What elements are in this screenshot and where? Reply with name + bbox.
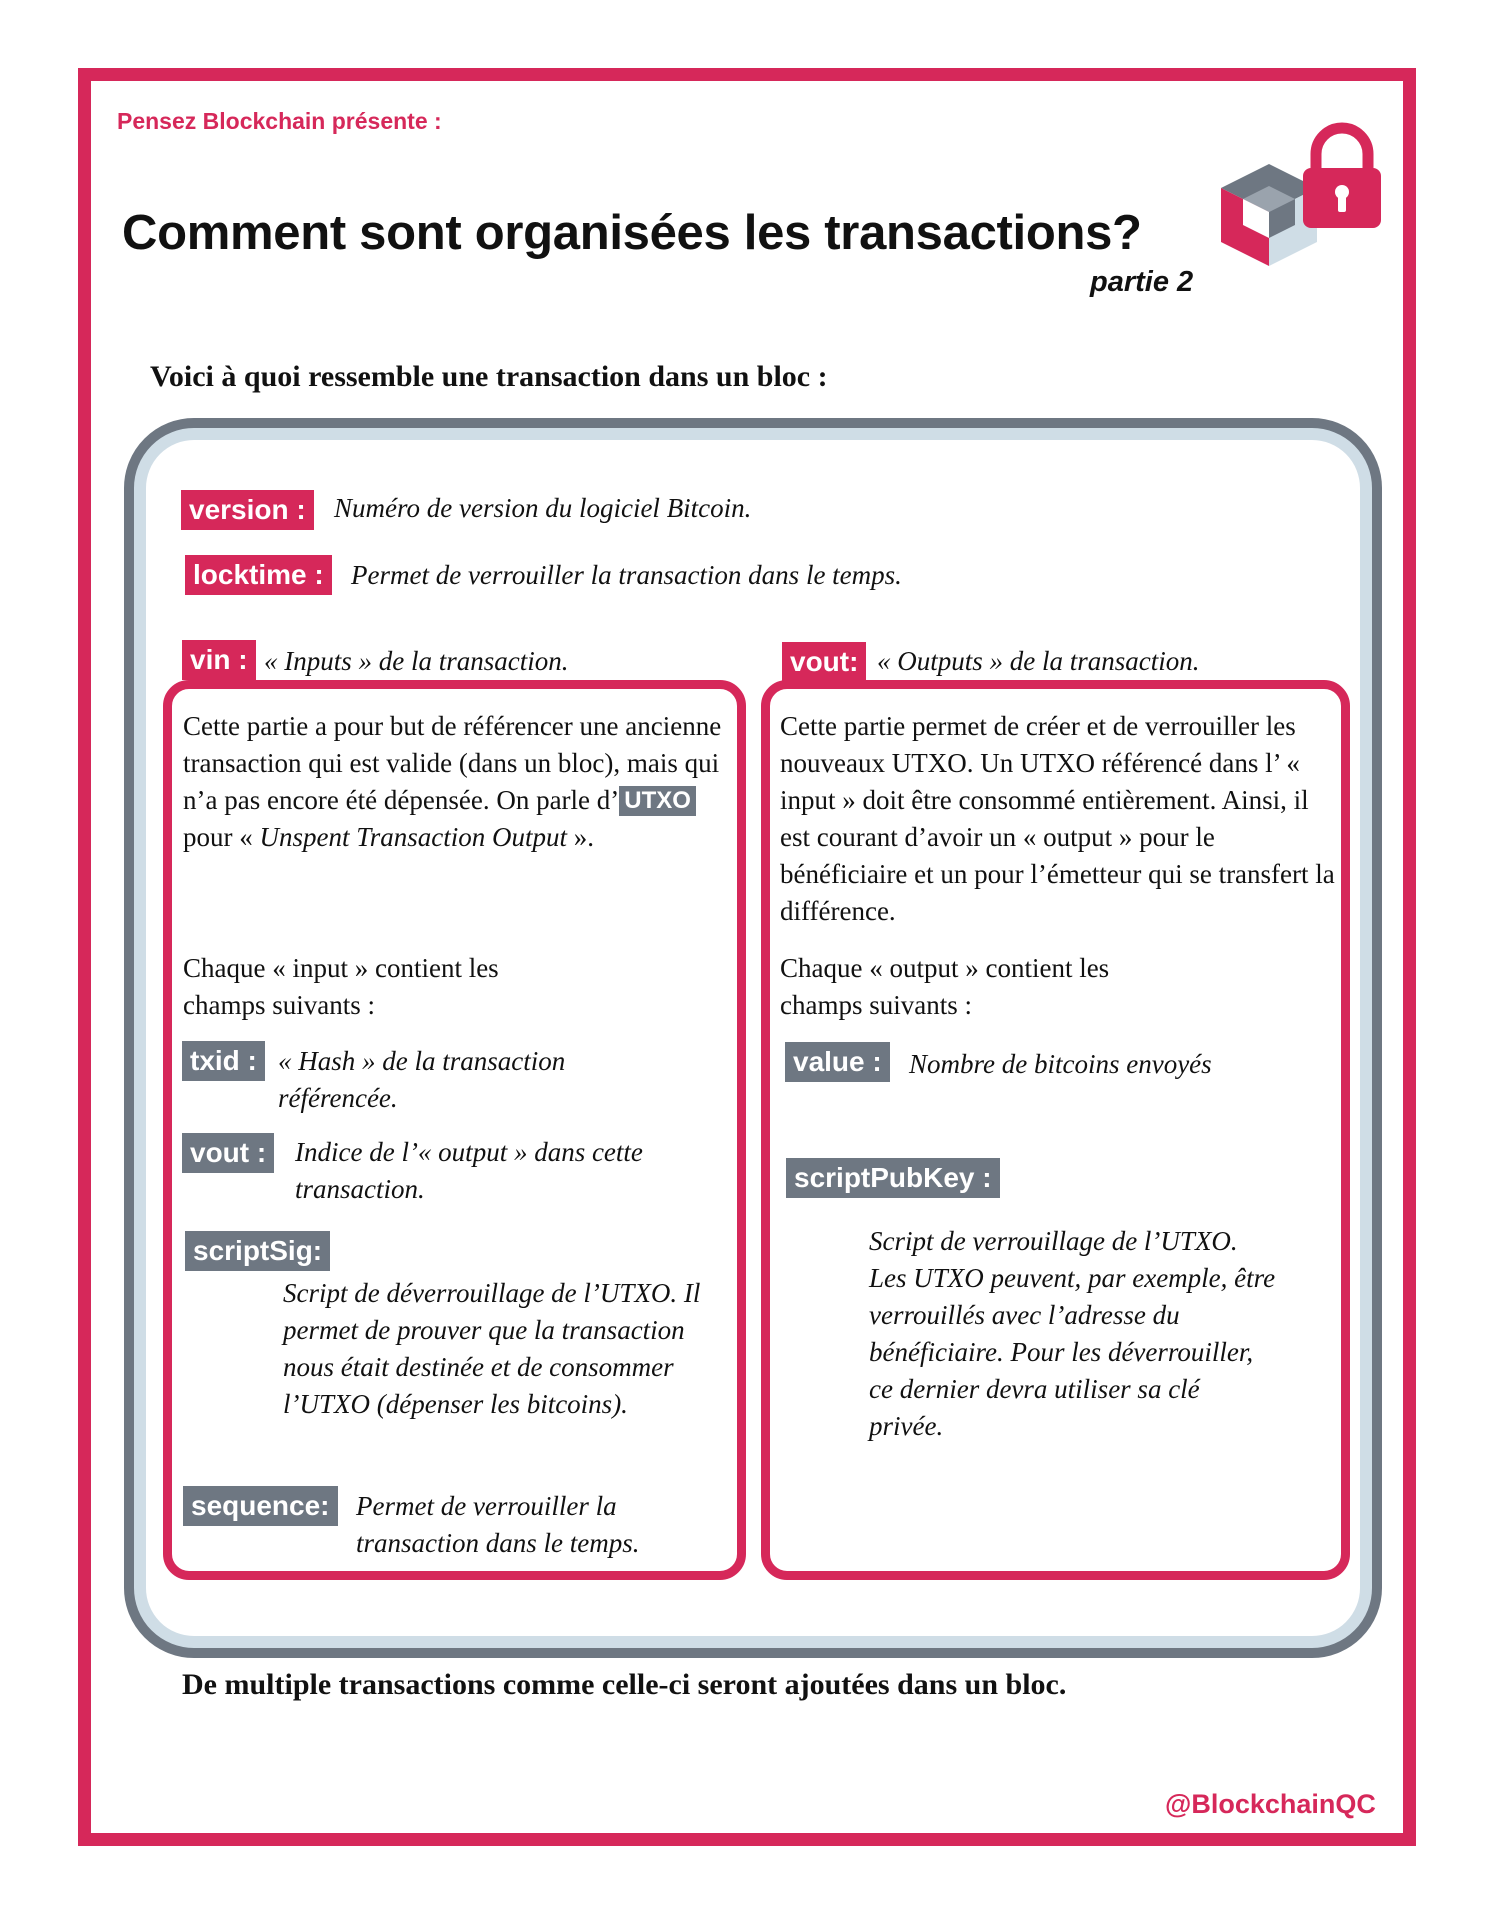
- sequence-desc: Permet de verrouiller la transaction dans le temps.: [356, 1491, 640, 1558]
- value-tag: value :: [785, 1042, 890, 1082]
- vout-desc: « Outputs » de la transaction.: [877, 646, 1200, 676]
- scriptsig-tag: scriptSig:: [185, 1231, 330, 1271]
- input-vout-tag: vout :: [182, 1133, 274, 1173]
- sequence-tag: sequence:: [183, 1486, 338, 1526]
- vin-intro-text: Cette partie a pour but de référencer une ancienne transaction qui est valide (dans un bloc), mais qui n’a pas encore été dépensée. On parle d’ UTXO pour « Unspent Transaction Output ».: [183, 711, 722, 852]
- scriptpubkey-desc: Script de verrouillage de l’UTXO. Les UTXO peuvent, par exemple, être verrouillés avec l’adresse du bénéficiaire. Pour les déverrouiller, ce dernier devra utiliser sa clé privée.: [869, 1226, 1276, 1441]
- blockchain-lock-logo-icon: [1213, 118, 1383, 286]
- page-title: Comment sont organisées les transactions?: [122, 206, 1142, 260]
- vout-tag: vout:: [782, 642, 866, 682]
- vin-desc: « Inputs » de la transaction.: [264, 646, 569, 676]
- vout-intro-text: Cette partie permet de créer et de verrouiller les nouveaux UTXO. Un UTXO référencé dans l’ « input » doit être consommé entièrement. Ainsi, il est courant d’avoir un « output » pour le bénéficiaire et un pour l’émetteur qui se transfert la différence.: [780, 711, 1335, 926]
- intro-text: Voici à quoi ressemble une transaction dans un bloc :: [150, 360, 828, 393]
- vout-fields-intro: Chaque « output » contient les champs suivants :: [780, 953, 1110, 1020]
- locktime-desc: Permet de verrouiller la transaction dans le temps.: [351, 560, 902, 590]
- version-desc: Numéro de version du logiciel Bitcoin.: [334, 493, 752, 523]
- locktime-tag: locktime :: [185, 555, 332, 595]
- presenter-label: Pensez Blockchain présente :: [117, 108, 442, 134]
- txid-desc: « Hash » de la transaction référencée.: [278, 1046, 566, 1113]
- social-handle: @BlockchainQC: [1165, 1789, 1376, 1819]
- vin-fields-intro: Chaque « input » contient les champs suivants :: [183, 953, 499, 1020]
- value-desc: Nombre de bitcoins envoyés: [909, 1049, 1212, 1079]
- scriptpubkey-tag: scriptPubKey :: [786, 1158, 1000, 1198]
- scriptsig-desc: Script de déverrouillage de l’UTXO. Il permet de prouver que la transaction nous était destinée et de consommer l’UTXO (dépenser les bitcoins).: [283, 1278, 701, 1419]
- outro-text: De multiple transactions comme celle-ci seront ajoutées dans un bloc.: [182, 1668, 1067, 1701]
- page-subtitle: partie 2: [1090, 266, 1194, 298]
- utxo-tag: UTXO: [619, 786, 696, 816]
- txid-tag: txid :: [182, 1041, 265, 1081]
- input-vout-desc: Indice de l’« output » dans cette transaction.: [295, 1137, 643, 1204]
- vin-tag: vin :: [182, 640, 256, 680]
- version-tag: version :: [181, 490, 314, 530]
